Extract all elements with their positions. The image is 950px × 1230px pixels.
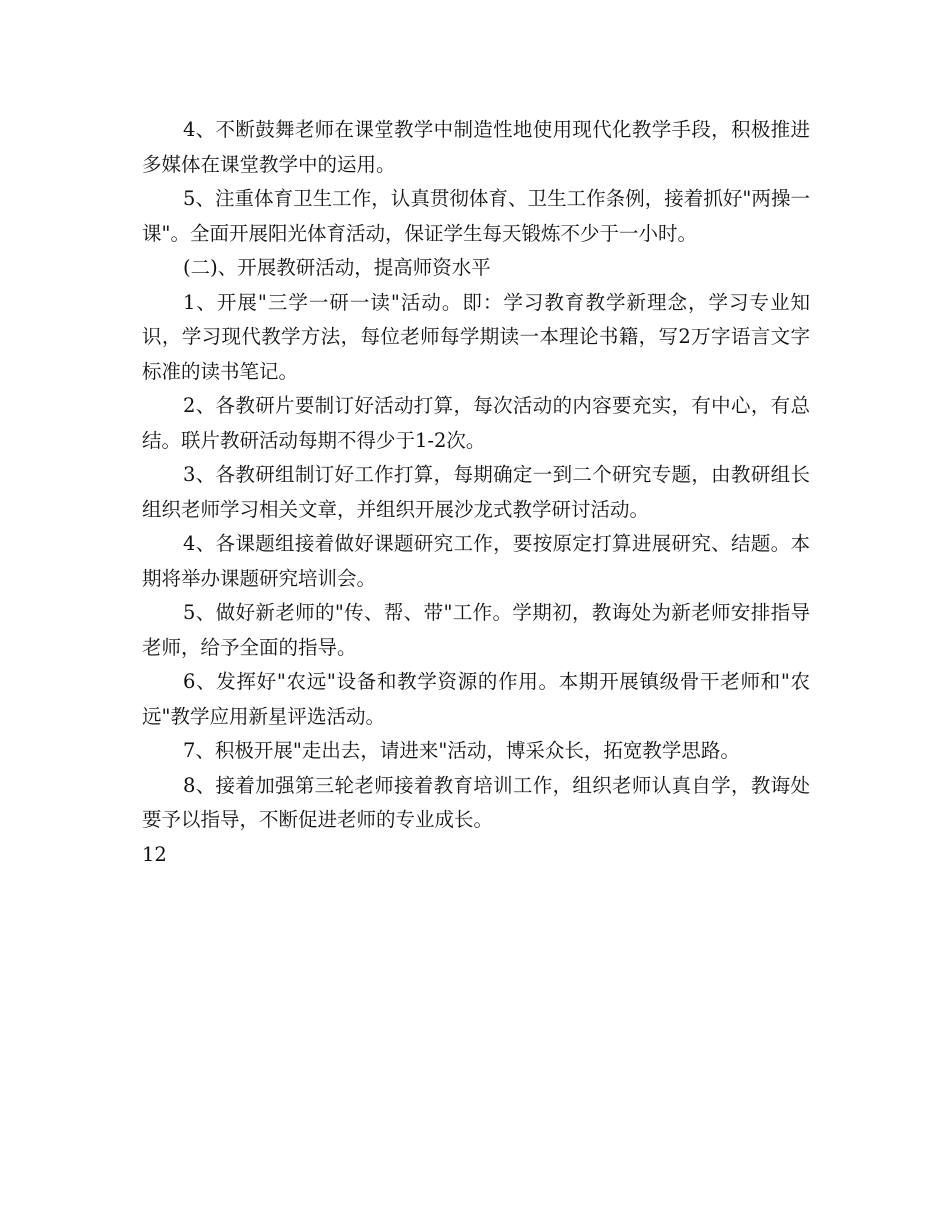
- list-item-5: 5、做好新老师的"传、帮、带"工作。学期初，教诲处为新老师安排指导老师，给予全面的指导。: [142, 601, 810, 659]
- list-item-4: 4、各课题组接着做好课题研究工作，要按原定打算进展研究、结题。本期将举办课题研究培训会。: [142, 532, 810, 590]
- list-item-6: 6、发挥好"农远"设备和教学资源的作用。本期开展镇级骨干老师和"农远"教学应用新星评选活动。: [142, 670, 810, 728]
- list-item-1: 1、开展"三学一研一读"活动。即：学习教育教学新理念，学习专业知识，学习现代教学方法，每位老师每学期读一本理论书籍，写2万字语言文字标准的读书笔记。: [142, 290, 810, 383]
- list-item-8: 8、接着加强第三轮老师接着教育培训工作，组织老师认真自学，教诲处要予以指导，不断促进老师的专业成长。: [142, 773, 810, 831]
- list-item-2: 2、各教研片要制订好活动打算，每次活动的内容要充实，有中心，有总结。联片教研活动每期不得少于1-2次。: [142, 394, 810, 452]
- page-number: 12: [142, 842, 167, 866]
- list-item-3: 3、各教研组制订好工作打算，每期确定一到二个研究专题，由教研组长组织老师学习相关文章，并组织开展沙龙式教学研讨活动。: [142, 463, 810, 521]
- paragraph-sports-health: 5、注重体育卫生工作，认真贯彻体育、卫生工作条例，接着抓好"两操一课"。全面开展阳光体育活动，保证学生每天锻炼不少于一小时。: [142, 187, 810, 245]
- section-heading: (二)、开展教研活动，提高师资水平: [183, 256, 491, 279]
- paragraph-multimedia: 4、不断鼓舞老师在课堂教学中制造性地使用现代化教学手段，积极推进多媒体在课堂教学中的运用。: [142, 118, 810, 176]
- document-page: [142, 113, 810, 872]
- list-item-7: 7、积极开展"走出去，请进来"活动，博采众长，拓宽教学思路。: [183, 739, 740, 762]
